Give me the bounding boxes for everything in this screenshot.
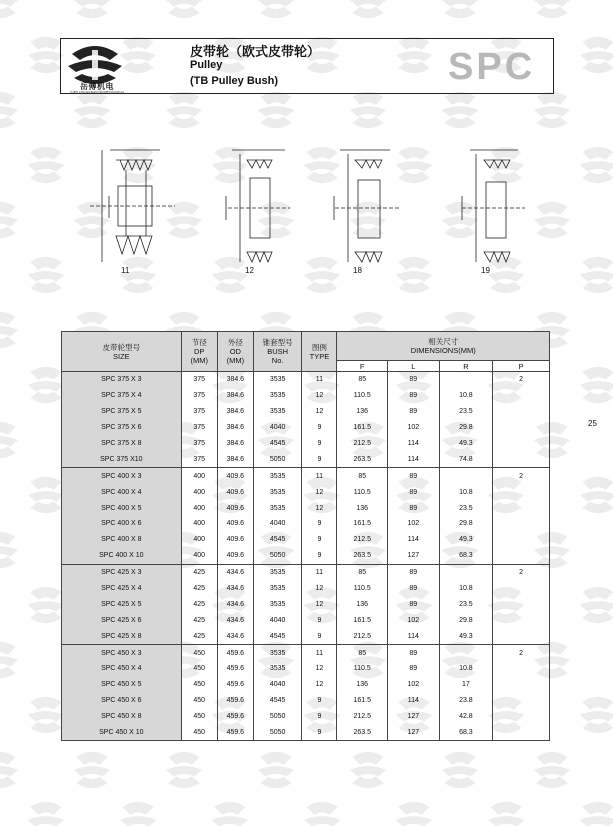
type-cell: 9 xyxy=(302,628,337,644)
type-cell: 9 xyxy=(302,548,337,564)
p-cell xyxy=(493,484,550,500)
dp-cell: 400 xyxy=(181,516,217,532)
dp-cell: 425 xyxy=(181,564,217,580)
p-cell: 2 xyxy=(493,564,550,580)
diagram-label-19: 19 xyxy=(481,266,490,275)
col-dimensions xyxy=(337,332,550,361)
size-cell: SPC 400 X 8 xyxy=(62,532,182,548)
size-cell: SPC 450 X 6 xyxy=(62,693,182,709)
l-cell: 89 xyxy=(388,372,440,388)
size-cell: SPC 400 X 5 xyxy=(62,500,182,516)
l-cell: 114 xyxy=(388,532,440,548)
table-row xyxy=(62,564,550,580)
od-cell: 434.6 xyxy=(217,596,253,612)
p-cell xyxy=(493,500,550,516)
bush-cell: 4040 xyxy=(253,677,301,693)
dp-cell: 425 xyxy=(181,596,217,612)
od-cell: 434.6 xyxy=(217,628,253,644)
table-body xyxy=(62,372,550,741)
dp-cell: 400 xyxy=(181,532,217,548)
r-cell: 17 xyxy=(439,677,493,693)
table-row xyxy=(62,468,550,484)
table-row xyxy=(62,693,550,709)
diagram-type-19 xyxy=(462,150,525,262)
l-cell: 89 xyxy=(388,468,440,484)
f-cell: 136 xyxy=(337,596,388,612)
dp-cell: 375 xyxy=(181,372,217,388)
table-row xyxy=(62,628,550,644)
page-title-en: Pulley xyxy=(190,59,223,71)
l-cell: 114 xyxy=(388,693,440,709)
r-cell xyxy=(439,468,493,484)
l-cell: 127 xyxy=(388,548,440,564)
col-bush-en: BUSH xyxy=(267,347,289,356)
r-cell: 10.8 xyxy=(439,388,493,404)
diagram-type-11 xyxy=(90,150,175,262)
f-cell: 263.5 xyxy=(337,451,388,467)
type-cell: 11 xyxy=(302,372,337,388)
col-type-en: TYPE xyxy=(309,351,330,361)
p-cell: 2 xyxy=(493,645,550,661)
type-cell: 12 xyxy=(302,661,337,677)
pulley-spec-table xyxy=(61,331,550,741)
p-cell xyxy=(493,532,550,548)
size-cell: SPC 375 X 3 xyxy=(62,372,182,388)
f-cell: 161.5 xyxy=(337,612,388,628)
diagram-label-18: 18 xyxy=(353,266,362,275)
p-cell xyxy=(493,516,550,532)
od-cell: 459.6 xyxy=(217,693,253,709)
l-cell: 89 xyxy=(388,581,440,597)
f-cell: 161.5 xyxy=(337,420,388,436)
r-cell: 49.3 xyxy=(439,628,493,644)
l-cell: 127 xyxy=(388,725,440,741)
p-cell xyxy=(493,451,550,467)
table-row xyxy=(62,661,550,677)
od-cell: 409.6 xyxy=(217,500,253,516)
table-row xyxy=(62,596,550,612)
bush-cell: 4545 xyxy=(253,628,301,644)
p-cell xyxy=(493,420,550,436)
col-l: L xyxy=(388,361,440,372)
table-row xyxy=(62,420,550,436)
dp-cell: 375 xyxy=(181,388,217,404)
od-cell: 384.6 xyxy=(217,404,253,420)
f-cell: 85 xyxy=(337,564,388,580)
f-cell: 161.5 xyxy=(337,693,388,709)
bush-cell: 3535 xyxy=(253,596,301,612)
p-cell xyxy=(493,628,550,644)
type-cell: 9 xyxy=(302,693,337,709)
dp-cell: 450 xyxy=(181,661,217,677)
size-cell: SPC 450 X 10 xyxy=(62,725,182,741)
col-bush xyxy=(253,332,301,372)
od-cell: 459.6 xyxy=(217,677,253,693)
r-cell: 74.8 xyxy=(439,451,493,467)
od-cell: 459.6 xyxy=(217,645,253,661)
f-cell: 263.5 xyxy=(337,548,388,564)
r-cell: 68.3 xyxy=(439,548,493,564)
dp-cell: 400 xyxy=(181,548,217,564)
od-cell: 409.6 xyxy=(217,468,253,484)
p-cell xyxy=(493,661,550,677)
bush-cell: 3535 xyxy=(253,661,301,677)
type-cell: 9 xyxy=(302,612,337,628)
f-cell: 85 xyxy=(337,372,388,388)
od-cell: 459.6 xyxy=(217,709,253,725)
f-cell: 110.5 xyxy=(337,661,388,677)
col-r: R xyxy=(439,361,493,372)
table-row xyxy=(62,436,550,452)
r-cell: 23.5 xyxy=(439,404,493,420)
col-od-unit: (MM) xyxy=(226,356,245,365)
f-cell: 212.5 xyxy=(337,709,388,725)
f-cell: 136 xyxy=(337,404,388,420)
p-cell xyxy=(493,677,550,693)
f-cell: 136 xyxy=(337,677,388,693)
logo-text: 岳傳机电 xyxy=(80,82,114,91)
bush-cell: 5050 xyxy=(253,548,301,564)
bush-cell: 4545 xyxy=(253,532,301,548)
col-type-cn: 图例 xyxy=(311,342,327,352)
f-cell: 110.5 xyxy=(337,484,388,500)
od-cell: 384.6 xyxy=(217,372,253,388)
f-cell: 161.5 xyxy=(337,516,388,532)
dp-cell: 425 xyxy=(181,612,217,628)
size-cell: SPC 425 X 5 xyxy=(62,596,182,612)
size-cell: SPC 425 X 8 xyxy=(62,628,182,644)
bush-cell: 3535 xyxy=(253,500,301,516)
bush-cell: 4040 xyxy=(253,420,301,436)
r-cell: 10.8 xyxy=(439,661,493,677)
r-cell xyxy=(439,372,493,388)
l-cell: 89 xyxy=(388,404,440,420)
product-code: SPC xyxy=(448,46,536,88)
size-cell: SPC 375 X 5 xyxy=(62,404,182,420)
diagram-label-11: 11 xyxy=(121,266,130,275)
col-dp-cn: 节径 xyxy=(191,338,207,347)
od-cell: 409.6 xyxy=(217,548,253,564)
table-row xyxy=(62,372,550,388)
type-cell: 9 xyxy=(302,725,337,741)
size-cell: SPC 375 X 4 xyxy=(62,388,182,404)
l-cell: 89 xyxy=(388,564,440,580)
size-cell: SPC 425 X 4 xyxy=(62,581,182,597)
table-row xyxy=(62,645,550,661)
col-bush-no: No. xyxy=(271,356,284,365)
dp-cell: 375 xyxy=(181,436,217,452)
dp-cell: 450 xyxy=(181,693,217,709)
f-cell: 85 xyxy=(337,468,388,484)
bush-cell: 3535 xyxy=(253,372,301,388)
col-size xyxy=(62,332,182,372)
dp-cell: 425 xyxy=(181,581,217,597)
diagram-label-12: 12 xyxy=(245,266,254,275)
pulley-type-diagrams xyxy=(0,140,613,280)
type-cell: 11 xyxy=(302,645,337,661)
bush-cell: 4545 xyxy=(253,436,301,452)
p-cell xyxy=(493,581,550,597)
col-f: F xyxy=(337,361,388,372)
size-cell: SPC 450 X 8 xyxy=(62,709,182,725)
l-cell: 102 xyxy=(388,677,440,693)
dp-cell: 375 xyxy=(181,420,217,436)
page-subtitle-en: (TB Pulley Bush) xyxy=(190,75,279,87)
size-cell: SPC 400 X 6 xyxy=(62,516,182,532)
size-cell: SPC 375 X 6 xyxy=(62,420,182,436)
size-cell: SPC 425 X 3 xyxy=(62,564,182,580)
table-row xyxy=(62,484,550,500)
table-row xyxy=(62,516,550,532)
type-cell: 12 xyxy=(302,388,337,404)
l-cell: 127 xyxy=(388,709,440,725)
r-cell: 23.5 xyxy=(439,500,493,516)
l-cell: 102 xyxy=(388,612,440,628)
p-cell: 2 xyxy=(493,468,550,484)
l-cell: 102 xyxy=(388,516,440,532)
bush-cell: 3535 xyxy=(253,468,301,484)
type-cell: 12 xyxy=(302,677,337,693)
table-row xyxy=(62,532,550,548)
table-row xyxy=(62,581,550,597)
f-cell: 136 xyxy=(337,500,388,516)
r-cell: 29.8 xyxy=(439,612,493,628)
col-dp xyxy=(181,332,217,372)
f-cell: 85 xyxy=(337,645,388,661)
l-cell: 114 xyxy=(388,451,440,467)
p-cell xyxy=(493,693,550,709)
od-cell: 434.6 xyxy=(217,581,253,597)
size-cell: SPC 450 X 4 xyxy=(62,661,182,677)
bush-cell: 3535 xyxy=(253,484,301,500)
size-cell: SPC 425 X 6 xyxy=(62,612,182,628)
r-cell: 49.3 xyxy=(439,532,493,548)
type-cell: 9 xyxy=(302,451,337,467)
od-cell: 409.6 xyxy=(217,516,253,532)
type-cell: 12 xyxy=(302,484,337,500)
type-cell: 9 xyxy=(302,420,337,436)
f-cell: 212.5 xyxy=(337,532,388,548)
od-cell: 384.6 xyxy=(217,388,253,404)
col-p: P xyxy=(493,361,550,372)
r-cell xyxy=(439,645,493,661)
type-cell: 9 xyxy=(302,516,337,532)
p-cell xyxy=(493,596,550,612)
logo-subtitle: YUEH CHUAN ELECTROMECHANICAL xyxy=(69,90,125,94)
type-cell: 11 xyxy=(302,564,337,580)
table-row xyxy=(62,500,550,516)
l-cell: 89 xyxy=(388,388,440,404)
l-cell: 89 xyxy=(388,645,440,661)
r-cell: 10.8 xyxy=(439,484,493,500)
table-row xyxy=(62,548,550,564)
od-cell: 459.6 xyxy=(217,661,253,677)
type-cell: 9 xyxy=(302,709,337,725)
r-cell: 29.8 xyxy=(439,516,493,532)
l-cell: 89 xyxy=(388,596,440,612)
p-cell xyxy=(493,612,550,628)
od-cell: 409.6 xyxy=(217,532,253,548)
bush-cell: 5050 xyxy=(253,725,301,741)
size-cell: SPC 375 X10 xyxy=(62,451,182,467)
od-cell: 384.6 xyxy=(217,420,253,436)
col-dp-unit: (MM) xyxy=(190,356,208,365)
col-type xyxy=(302,332,337,372)
f-cell: 110.5 xyxy=(337,388,388,404)
dp-cell: 450 xyxy=(181,709,217,725)
bush-cell: 4545 xyxy=(253,693,301,709)
bush-cell: 3535 xyxy=(253,645,301,661)
l-cell: 89 xyxy=(388,500,440,516)
p-cell xyxy=(493,404,550,420)
p-cell xyxy=(493,709,550,725)
dp-cell: 400 xyxy=(181,468,217,484)
page-title-cn: 皮带轮（欧式皮带轮） xyxy=(190,45,321,60)
l-cell: 102 xyxy=(388,420,440,436)
od-cell: 434.6 xyxy=(217,564,253,580)
bush-cell: 3535 xyxy=(253,404,301,420)
size-cell: SPC 400 X 4 xyxy=(62,484,182,500)
table-row xyxy=(62,404,550,420)
od-cell: 409.6 xyxy=(217,484,253,500)
size-cell: SPC 400 X 3 xyxy=(62,468,182,484)
size-cell: SPC 375 X 8 xyxy=(62,436,182,452)
p-cell: 2 xyxy=(493,372,550,388)
col-od-cn: 外径 xyxy=(227,338,243,347)
r-cell: 23.5 xyxy=(439,596,493,612)
bush-cell: 4040 xyxy=(253,516,301,532)
dp-cell: 400 xyxy=(181,500,217,516)
col-dim-en: DIMENSIONS(MM) xyxy=(410,346,476,355)
l-cell: 114 xyxy=(388,436,440,452)
r-cell: 42.8 xyxy=(439,709,493,725)
p-cell xyxy=(493,388,550,404)
table-row xyxy=(62,388,550,404)
dp-cell: 450 xyxy=(181,725,217,741)
col-dp-en: DP xyxy=(194,347,205,356)
table-row xyxy=(62,709,550,725)
table-row xyxy=(62,612,550,628)
r-cell: 29.8 xyxy=(439,420,493,436)
bush-cell: 3535 xyxy=(253,581,301,597)
dp-cell: 450 xyxy=(181,677,217,693)
type-cell: 9 xyxy=(302,532,337,548)
type-cell: 9 xyxy=(302,436,337,452)
l-cell: 89 xyxy=(388,484,440,500)
dp-cell: 400 xyxy=(181,484,217,500)
table-row xyxy=(62,677,550,693)
type-cell: 12 xyxy=(302,404,337,420)
col-od-en: OD xyxy=(229,347,241,356)
type-cell: 12 xyxy=(302,581,337,597)
p-cell xyxy=(493,725,550,741)
od-cell: 384.6 xyxy=(217,451,253,467)
f-cell: 263.5 xyxy=(337,725,388,741)
dp-cell: 425 xyxy=(181,628,217,644)
col-size-cn: 皮带轮型号 xyxy=(102,342,141,352)
type-cell: 11 xyxy=(302,468,337,484)
r-cell: 49.3 xyxy=(439,436,493,452)
page-number: 25 xyxy=(588,419,597,428)
col-size-en: SIZE xyxy=(113,351,130,361)
bush-cell: 3535 xyxy=(253,564,301,580)
type-cell: 12 xyxy=(302,500,337,516)
type-cell: 12 xyxy=(302,596,337,612)
r-cell: 10.8 xyxy=(439,581,493,597)
dp-cell: 450 xyxy=(181,645,217,661)
f-cell: 212.5 xyxy=(337,436,388,452)
dp-cell: 375 xyxy=(181,451,217,467)
size-cell: SPC 450 X 5 xyxy=(62,677,182,693)
p-cell xyxy=(493,548,550,564)
bush-cell: 3535 xyxy=(253,388,301,404)
table-row xyxy=(62,451,550,467)
bush-cell: 5050 xyxy=(253,451,301,467)
table-row xyxy=(62,725,550,741)
r-cell: 68.3 xyxy=(439,725,493,741)
dp-cell: 375 xyxy=(181,404,217,420)
f-cell: 212.5 xyxy=(337,628,388,644)
table-header-row xyxy=(62,332,550,361)
p-cell xyxy=(493,436,550,452)
od-cell: 459.6 xyxy=(217,725,253,741)
r-cell xyxy=(439,564,493,580)
od-cell: 434.6 xyxy=(217,612,253,628)
diagram-type-12 xyxy=(226,150,290,262)
col-dim-cn: 相关尺寸 xyxy=(428,337,459,346)
col-od xyxy=(217,332,253,372)
f-cell: 110.5 xyxy=(337,581,388,597)
r-cell: 23.8 xyxy=(439,693,493,709)
l-cell: 114 xyxy=(388,628,440,644)
od-cell: 384.6 xyxy=(217,436,253,452)
size-cell: SPC 400 X 10 xyxy=(62,548,182,564)
l-cell: 89 xyxy=(388,661,440,677)
col-bush-cn: 锥套型号 xyxy=(262,338,293,347)
size-cell: SPC 450 X 3 xyxy=(62,645,182,661)
bush-cell: 5050 xyxy=(253,709,301,725)
diagram-type-18 xyxy=(334,150,400,262)
bush-cell: 4040 xyxy=(253,612,301,628)
